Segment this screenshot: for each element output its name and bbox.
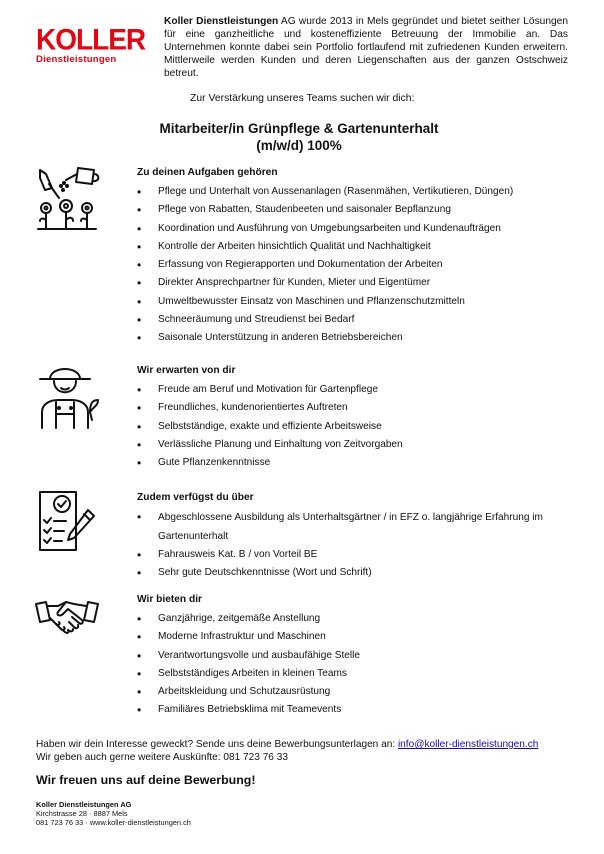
handshake-icon [34, 598, 100, 638]
company-logo [36, 23, 146, 65]
footer [36, 800, 191, 828]
email-link[interactable]: info@koller-dienstleistungen.ch [397, 739, 539, 750]
list-item: • Schneeräumung und Streudienst bei Bedarf [137, 311, 577, 329]
contact-phone-line: Wir geben auch gerne weitere Auskünfte: 081 723 76 33 [36, 752, 288, 763]
list-item: • Erfassung von Regierapporten und Dokumentation der Arbeiten [137, 256, 577, 274]
list-item: • Umweltbewusster Einsatz von Maschinen und Pflanzenschutzmitteln [137, 293, 577, 311]
job-title-line1: Mitarbeiter/in Grünpflege & Gartenunterhalt [159, 121, 439, 136]
intro-company: Koller Dienstleistungen [164, 16, 279, 27]
certificate-checklist-icon [36, 488, 96, 554]
contact-block [36, 738, 576, 764]
list-item: • Ganzjährige, zeitgemäße Anstellung [137, 610, 577, 628]
closing-line: Wir freuen uns auf deine Bewerbung! [36, 773, 256, 787]
section-heading: Wir bieten dir [137, 594, 202, 605]
list-item: • Selbstständige, exakte und effiziente Arbeitsweise [137, 418, 577, 436]
list-item: • Moderne Infrastruktur und Maschinen [137, 628, 577, 646]
list-item: • Gute Pflanzenkenntnisse [137, 454, 577, 472]
footer-phone-web: 081 723 76 33 · www.koller-dienstleistungen.ch [36, 818, 191, 828]
section-qualifications [137, 489, 577, 583]
list-item: • Verantwortungsvolle und ausbaufähige Stelle [137, 647, 577, 665]
section-benefits [137, 591, 577, 720]
job-title [100, 120, 498, 154]
list-item: • Direkter Ansprechpartner für Kunden, Mieter und Eigentümer [137, 274, 577, 292]
list-item: • Sehr gute Deutschkenntnisse (Wort und Schrift) [137, 564, 577, 582]
section-tasks [137, 164, 577, 348]
list-item: • Arbeitskleidung und Schutzausrüstung [137, 683, 577, 701]
gardening-tools-flowers-icon [32, 164, 104, 236]
logo-brand: KOLLER [36, 23, 146, 56]
list-item: • Verlässliche Planung und Einhaltung von Zeitvorgaben [137, 436, 577, 454]
gardener-icon [34, 362, 100, 432]
list-item: • Pflege von Rabatten, Staudenbeeten und saisonaler Bepflanzung [137, 201, 577, 219]
section-heading: Wir erwarten von dir [137, 365, 236, 376]
section-heading: Zu deinen Aufgaben gehören [137, 167, 278, 178]
list-item: • Kontrolle der Arbeiten hinsichtlich Qualität und Nachhaltigkeit [137, 238, 577, 256]
list-item: • Fahrausweis Kat. B / von Vorteil BE [137, 546, 577, 564]
list-item: • Saisonale Unterstützung in anderen Betriebsbereichen [137, 329, 577, 347]
section-expectations [137, 362, 577, 472]
job-title-line2: (m/w/d) 100% [256, 138, 342, 153]
section-heading: Zudem verfügst du über [137, 492, 254, 503]
list-item: • Freundliches, kundenorientiertes Auftreten [137, 399, 577, 417]
list-item: • Freude am Beruf und Motivation für Gartenpflege [137, 381, 577, 399]
list-item: • Abgeschlossene Ausbildung als Unterhaltsgärtner / in EFZ o. langjährige Erfahrung im Gartenunterhalt [137, 508, 577, 546]
list-item: • Pflege und Unterhalt von Aussenanlagen (Rasenmähen, Vertikutieren, Düngen) [137, 183, 577, 201]
footer-company: Koller Dienstleistungen AG [36, 800, 132, 809]
logo-subtitle: Dienstleistungen [36, 54, 117, 65]
seek-line: Zur Verstärkung unseres Teams suchen wir dich: [190, 93, 415, 104]
list-item: • Selbstständiges Arbeiten in kleinen Teams [137, 665, 577, 683]
intro-paragraph [164, 16, 568, 81]
list-item: • Familiäres Betriebsklima mit Teamevents [137, 701, 577, 719]
footer-address: Kirchstrasse 28 · 8887 Mels [36, 809, 128, 819]
list-item: • Koordination und Ausführung von Umgebungsarbeiten und Kundenaufträgen [137, 220, 577, 238]
contact-line: Haben wir dein Interesse geweckt? Sende uns deine Bewerbungsunterlagen an: [36, 739, 398, 750]
intro-text: AG wurde 2013 in Mels gegründet und bietet seither Lösungen für eine ganzheitliche und kosteneffiziente Betreuung der Immobilie an. Das Unternehmen konnte dabei sein Portfolio fortlaufend mit zufriedenen Kunden erweitern. Mittlerweile werden Kunden und deren Liegenschaften aus der ganzen Ostschweiz betreut. [164, 16, 568, 79]
